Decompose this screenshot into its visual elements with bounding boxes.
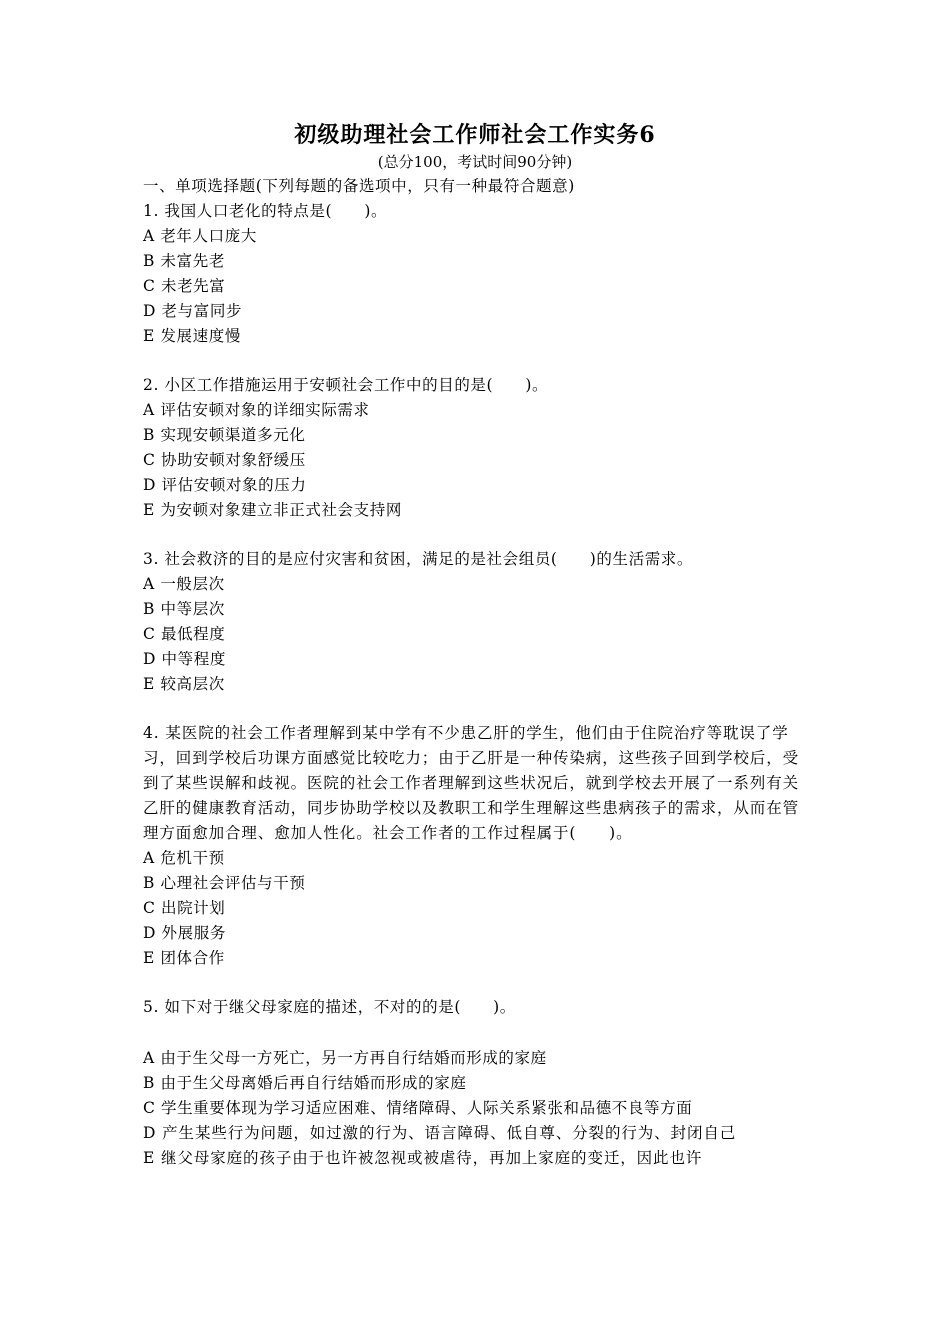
option-a: A 危机干预	[143, 849, 225, 867]
question-stem: 4. 某医院的社会工作者理解到某中学有不少患乙肝的学生，他们由于住院治疗等耽误了学习，回到学校后功课方面感觉比较吃力；由于乙肝是一种传染病，这些孩子回到学校后，受到了某些误解和歧视。医院的社会工作者理解到这些状况后，就到学校去开展了一系列有关乙肝的健康教育活动，同步协助学校以及教职工和学生理解这些患病孩子的需求，从而在管理方面愈加合理、愈加人性化。社会工作者的工作过程属于( )。	[143, 724, 800, 842]
option-c: C 未老先富	[143, 277, 226, 295]
option-b: B 由于生父母离婚后再自行结婚而形成的家庭	[143, 1074, 467, 1092]
spacer	[143, 697, 811, 721]
option-d: D 外展服务	[143, 924, 226, 942]
spacer	[143, 971, 811, 995]
option-e: E 发展速度慢	[143, 327, 241, 345]
option-c: C 最低程度	[143, 625, 226, 643]
option-e: E 团体合作	[143, 949, 225, 967]
question-body	[143, 174, 811, 1171]
exam-info: (总分100，考试时间90分钟)	[377, 153, 573, 171]
spacer	[143, 349, 811, 373]
option-c: C 协助安顿对象舒缓压	[143, 451, 306, 469]
option-b: B 未富先老	[143, 252, 225, 270]
question-stem: 3. 社会救济的目的是应付灾害和贫困，满足的是社会组员( )的生活需求。	[143, 550, 694, 568]
spacer	[143, 523, 811, 547]
option-a: A 一般层次	[143, 575, 225, 593]
option-e: E 为安顿对象建立非正式社会支持网	[143, 501, 402, 519]
option-d: D 中等程度	[143, 650, 226, 668]
option-a: A 老年人口庞大	[143, 227, 257, 245]
option-c: C 出院计划	[143, 899, 226, 917]
option-a: A 评估安顿对象的详细实际需求	[143, 401, 370, 419]
page-title: 初级助理社会工作师社会工作实务6	[294, 122, 656, 148]
option-e: E 较高层次	[143, 675, 225, 693]
option-b: B 中等层次	[143, 600, 225, 618]
question-stem: 1. 我国人口老化的特点是( )。	[143, 202, 388, 220]
option-e: E 继父母家庭的孩子由于也许被忽视或被虐待，再加上家庭的变迁，因此也许	[143, 1149, 703, 1167]
option-a: A 由于生父母一方死亡，另一方再自行结婚而形成的家庭	[143, 1049, 547, 1067]
spacer	[143, 1020, 811, 1046]
option-d: D 评估安顿对象的压力	[143, 476, 307, 494]
option-d: D 老与富同步	[143, 302, 243, 320]
question-stem: 2. 小区工作措施运用于安顿社会工作中的目的是( )。	[143, 376, 549, 394]
option-b: B 实现安顿渠道多元化	[143, 426, 306, 444]
question-stem: 5. 如下对于继父母家庭的描述，不对的的是( )。	[143, 998, 516, 1016]
option-d: D 产生某些行为问题，如过激的行为、语言障碍、低自尊、分裂的行为、封闭自己	[143, 1124, 737, 1142]
option-b: B 心理社会评估与干预	[143, 874, 306, 892]
option-c: C 学生重要体现为学习适应困难、情绪障碍、人际关系紧张和品德不良等方面	[143, 1099, 693, 1117]
section-heading: 一、单项选择题(下列每题的备选项中，只有一种最符合题意)	[143, 177, 575, 195]
